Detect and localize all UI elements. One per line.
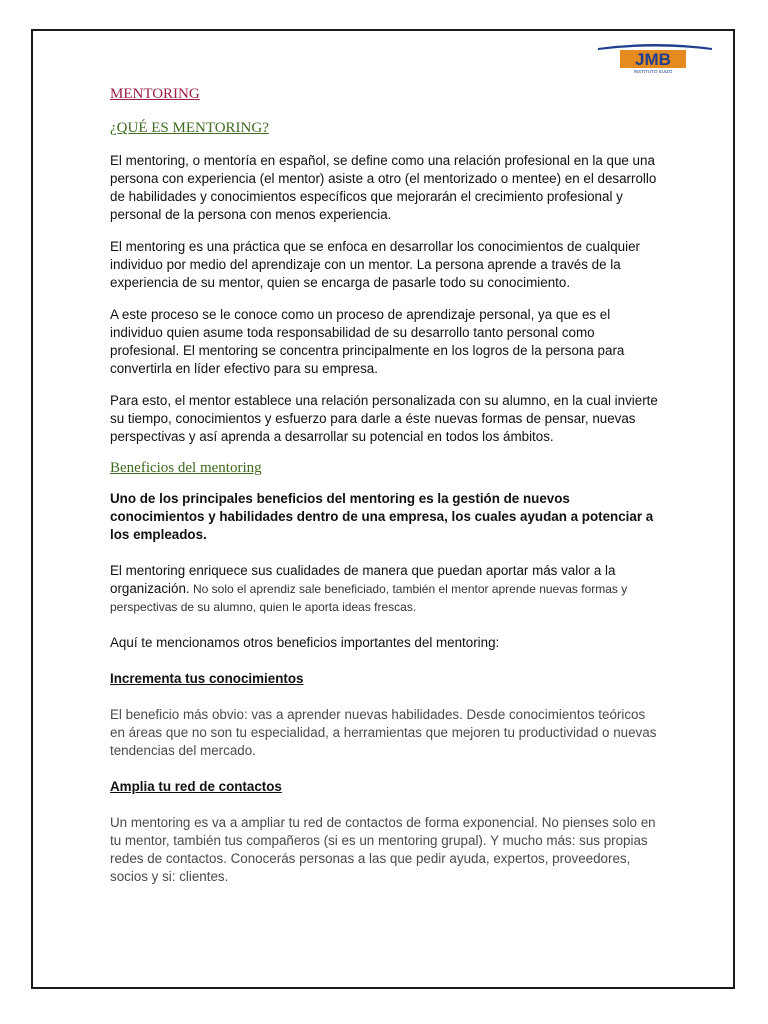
section-title-conocimientos: Incrementa tus conocimientos xyxy=(110,671,304,686)
logo-text: JMB xyxy=(635,50,671,69)
section-text-contactos: Un mentoring es va a ampliar tu red de contactos de forma exponencial. No pienses solo en tu mentor, también tus compañeros (si es un mentoring grupal). Y mucho más: sus propias redes de contactos. Conocerás personas a las que pedir ayuda, expertos, proveedores, socios y si: clientes. xyxy=(110,815,656,884)
paragraph-3: A este proceso se le conoce como un proceso de aprendizaje personal, ya que es el individuo quien asume toda responsabilidad de su desarrollo tanto personal como profesional. El mentoring se concentra principalmente en los logros de la persona para convertirla en líder efectivo para su empresa. xyxy=(110,307,625,376)
benefits-list-intro: Aquí te mencionamos otros beneficios importantes del mentoring: xyxy=(110,635,500,650)
section-heading-beneficios: Beneficios del mentoring xyxy=(110,460,262,476)
paragraph-1: El mentoring, o mentoría en español, se define como una relación profesional en la que una persona con experiencia (el mentor) asiste a otro (el mentorizado o mentee) en el desarrollo de habilidades y conocimientos específicos que mejorarán el crecimiento profesional y personal de la persona con menos experiencia. xyxy=(110,153,657,222)
benefits-paragraph-main: El mentoring enriquece sus cualidades de manera que puedan aportar más valor a la organización. xyxy=(110,563,616,596)
benefits-paragraph xyxy=(110,562,658,616)
section-heading-que-es: ¿QUÉ ES MENTORING? xyxy=(110,120,269,136)
page-title: MENTORING xyxy=(110,86,200,102)
section-title-contactos: Amplia tu red de contactos xyxy=(110,779,282,794)
document-content xyxy=(110,84,658,900)
logo-subtext: INSTITUTO SUIZO xyxy=(633,69,673,74)
jmb-logo xyxy=(596,40,714,76)
paragraph-2: El mentoring es una práctica que se enfoca en desarrollar los conocimientos de cualquier individuo por medio del aprendizaje con un mentor. La persona aprende a través de la experiencia de su mentor, quien se encarga de pasarle todo su conocimiento. xyxy=(110,239,640,290)
paragraph-4: Para esto, el mentor establece una relación personalizada con su alumno, en la cual invierte su tiempo, conocimientos y esfuerzo para darle a éste nuevas formas de pensar, nuevas perspectivas y así aprenda a desarrollar su potencial en todos los ámbitos. xyxy=(110,393,658,444)
section-text-conocimientos: El beneficio más obvio: vas a aprender nuevas habilidades. Desde conocimientos teóricos en áreas que no son tu especialidad, a herramientas que mejoren tu productividad o nuevas tendencias del mercado. xyxy=(110,707,657,758)
benefits-paragraph-small: No solo el aprendiz sale beneficiado, también el mentor aprende nuevas formas y perspectivas de su alumno, quien le aporta ideas frescas. xyxy=(110,582,628,614)
benefits-intro: Uno de los principales beneficios del mentoring es la gestión de nuevos conocimientos y habilidades dentro de una empresa, los cuales ayudan a potenciar a los empleados. xyxy=(110,491,654,542)
